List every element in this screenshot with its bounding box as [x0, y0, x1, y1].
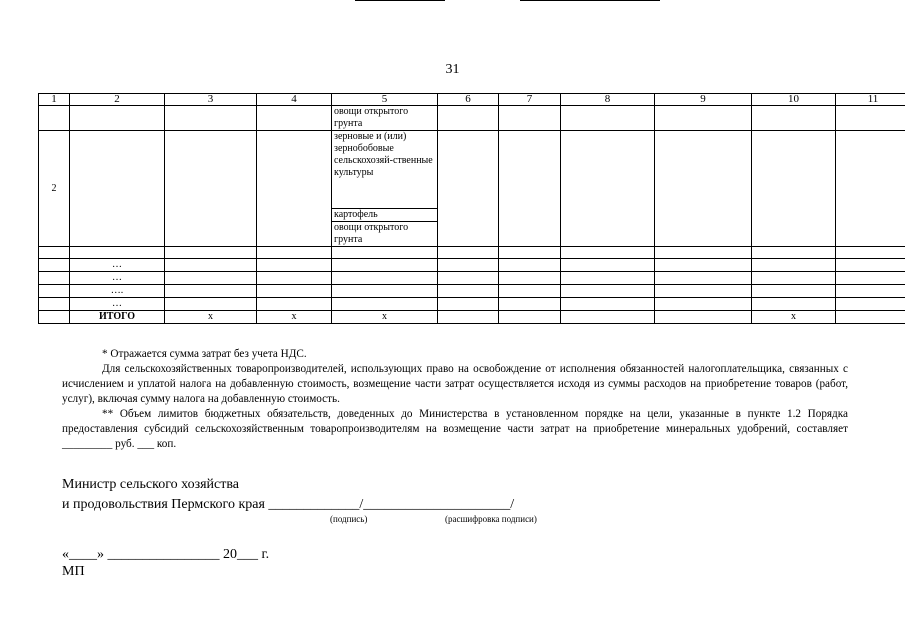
table-row — [39, 285, 905, 298]
ellipsis-cell: … — [70, 272, 165, 285]
col-header: 2 — [70, 94, 165, 106]
ellipsis-cell: …. — [70, 285, 165, 298]
col-header: 5 — [332, 94, 438, 106]
col-header: 4 — [257, 94, 332, 106]
col-header: 3 — [165, 94, 257, 106]
table-row — [39, 247, 905, 259]
minister-signature-line: и продовольствия Пермского края _____________/_____________________/ — [62, 497, 515, 512]
col-header: 8 — [561, 94, 655, 106]
crop-cell: овощи открытого грунта — [332, 106, 438, 131]
col-header: 6 — [438, 94, 499, 106]
note-limits: ** Объем лимитов бюджетных обязательств, доведенных до Министерства в установленном порядке на цели, указанные в пункте 1.2 Порядка предоставления субсидий сельскохозяйственным товаропроизводителям на возмещение части затрат на приобретение минеральных удобрений, составляет _________ руб. ___ коп. — [62, 408, 848, 450]
total-label: ИТОГО — [70, 311, 165, 324]
x-mark: x — [332, 311, 438, 324]
top-rule-right — [520, 0, 660, 1]
col-header: 7 — [499, 94, 561, 106]
crop-cell: картофель — [332, 209, 438, 222]
x-mark: x — [257, 311, 332, 324]
ellipsis-cell: … — [70, 298, 165, 311]
minister-title: Министр сельского хозяйства — [62, 477, 239, 492]
col-header: 1 — [39, 94, 70, 106]
ellipsis-cell: … — [70, 259, 165, 272]
stamp-place: МП — [62, 564, 85, 579]
crop-cell: овощи открытого грунта — [332, 222, 438, 247]
top-rule-left — [355, 0, 445, 1]
crop-cell: зерновые и (или) зернобобовые сельскохозяй-ственные культуры — [332, 131, 438, 209]
col-header: 10 — [752, 94, 836, 106]
subsidy-table — [38, 93, 905, 324]
signature-caption: (подпись) — [330, 514, 368, 524]
column-header-row — [39, 94, 905, 106]
note-exemption: Для сельскохозяйственных товаропроизводителей, использующих право на освобождение от исполнения обязанностей налогоплательщика, связанных с исчислением и уплатой налога на добавленную стоимость, возмещение части затрат осуществляется исходя из суммы расходов на приобретение товаров (работ, услуг), включая сумму налога на добавленную стоимость. — [62, 363, 848, 405]
date-line: «____» ________________ 20___ г. — [62, 547, 270, 562]
total-row — [39, 311, 905, 324]
table-row — [39, 298, 905, 311]
page-number: 31 — [445, 62, 460, 77]
group-number: 2 — [39, 131, 70, 247]
col-header: 9 — [655, 94, 752, 106]
note-vat: * Отражается сумма затрат без учета НДС. — [102, 348, 307, 360]
footnotes — [62, 347, 848, 452]
table-row — [39, 259, 905, 272]
table-row — [39, 131, 905, 209]
x-mark: x — [752, 311, 836, 324]
x-mark: x — [165, 311, 257, 324]
decode-caption: (расшифровка подписи) — [445, 514, 537, 524]
table-row — [39, 106, 905, 131]
col-header: 11 — [836, 94, 905, 106]
table-row — [39, 272, 905, 285]
